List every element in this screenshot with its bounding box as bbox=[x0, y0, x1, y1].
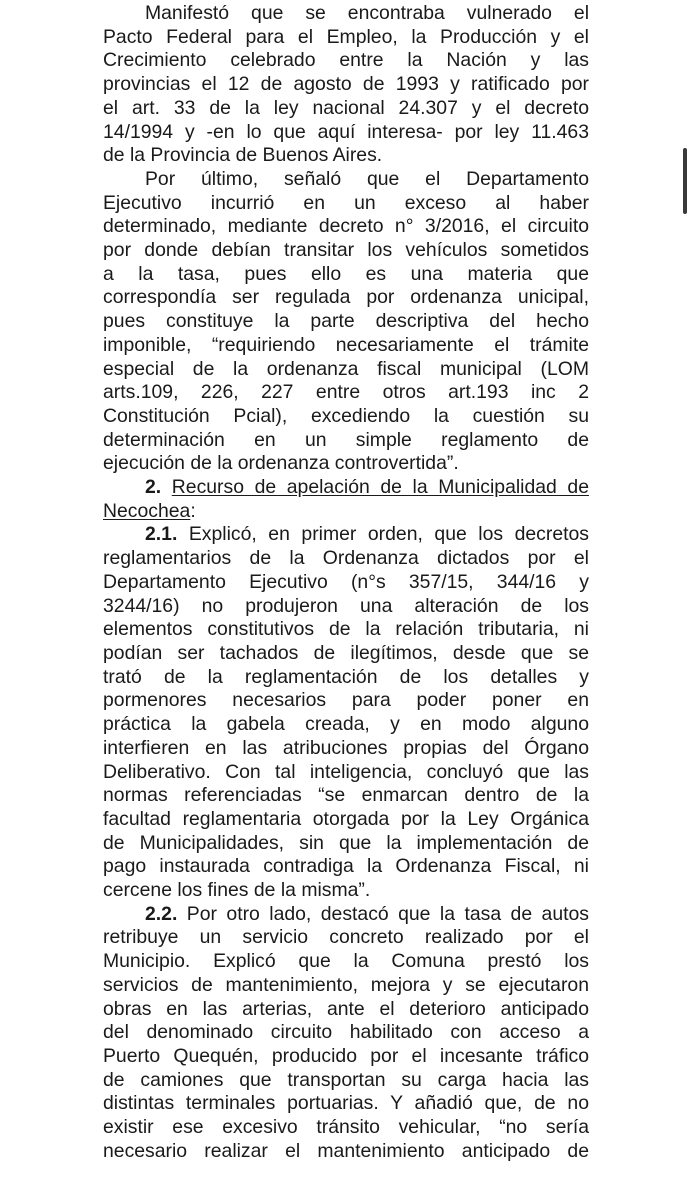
paragraph-2-2 bbox=[103, 903, 589, 1164]
text-line: determinación en un simple reglamento de bbox=[103, 428, 589, 451]
text-line: distintas terminales portuarias. Y añadió que, de no bbox=[103, 1092, 589, 1115]
section-heading-line bbox=[103, 476, 589, 500]
text-line: 14/1994 y -en lo que aquí interesa- por ley 11.463 bbox=[103, 120, 589, 143]
text-line: Pacto Federal para el Empleo, la Producción y el bbox=[103, 25, 589, 48]
text-line: necesario realizar el mantenimiento anticipado de bbox=[103, 1139, 589, 1162]
text-line: elementos constitutivos de la relación tributaria, ni bbox=[103, 618, 589, 641]
text-line: Por último, señaló que el Departamento bbox=[145, 167, 589, 190]
text-line: pago instaurada contradiga la Ordenanza Fiscal, ni bbox=[103, 855, 589, 878]
text-line: determinado, mediante decreto n° 3/2016, el circuito bbox=[103, 215, 589, 238]
text-line: correspondía ser regulada por ordenanza unicipal, bbox=[103, 286, 589, 309]
text-line: Ejecutivo incurrió en un exceso al haber bbox=[103, 191, 589, 214]
section-number: 2. bbox=[145, 476, 162, 499]
text-line: Crecimiento celebrado entre la Nación y las bbox=[103, 49, 589, 72]
text-line: de la Provincia de Buenos Aires. bbox=[103, 144, 383, 167]
text-line: práctica la gabela creada, y en modo alguno bbox=[103, 713, 589, 736]
paragraph-number: 2.2. bbox=[145, 902, 178, 925]
text-line: imponible, “requiriendo necesariamente el trámite bbox=[103, 333, 589, 356]
text-line: arts.109, 226, 227 entre otros art.193 inc 2 bbox=[103, 381, 589, 404]
document-body bbox=[103, 2, 589, 1163]
section-title: Recurso de apelación de la Municipalidad de bbox=[171, 476, 589, 499]
text-line: pormenores necesarios para poder poner en bbox=[103, 689, 589, 712]
section-heading-line bbox=[103, 500, 589, 524]
paragraph-departamento-ejecutivo bbox=[103, 168, 589, 476]
text-line: Departamento Ejecutivo (n°s 357/15, 344/16 y bbox=[103, 570, 589, 593]
text-fragment: Explicó, en primer orden, que los decretos bbox=[177, 523, 589, 546]
text-line: 3244/16) no produjeron una alteración de los bbox=[103, 594, 589, 617]
text-line: de camiones que transportan su carga hacia las bbox=[103, 1068, 589, 1091]
text-line: existir ese excesivo tránsito vehicular, “no sería bbox=[103, 1116, 589, 1139]
text-fragment: Por otro lado, destacó que la tasa de autos bbox=[177, 902, 589, 925]
section-heading-recurso-apelacion bbox=[103, 476, 589, 523]
paragraph-number: 2.1. bbox=[145, 523, 178, 546]
text-line: Manifestó que se encontraba vulnerado el bbox=[145, 2, 589, 24]
text-line: retribuye un servicio concreto realizado por el bbox=[103, 926, 589, 949]
section-title: Necochea bbox=[103, 499, 191, 522]
text-line: el art. 33 de la ley nacional 24.307 y el decreto bbox=[103, 96, 589, 119]
text-line: Municipio. Explicó que la Comuna prestó los bbox=[103, 950, 589, 973]
text-line: Puerto Quequén, producido por el incesante tráfico bbox=[103, 1044, 589, 1067]
text-line: del denominado circuito habilitado con acceso a bbox=[103, 1021, 589, 1044]
text-line: de Municipalidades, sin que la implementación de bbox=[103, 831, 589, 854]
text-line bbox=[103, 523, 589, 547]
text-line: obras en las arterias, ante el deterioro anticipado bbox=[103, 997, 589, 1020]
paragraph-pacto-federal bbox=[103, 2, 589, 168]
text-line: provincias el 12 de agosto de 1993 y ratificado por bbox=[103, 73, 589, 96]
text-line: pues constituye la parte descriptiva del hecho bbox=[103, 310, 589, 333]
text-line: facultad reglamentaria otorgada por la Ley Orgánica bbox=[103, 807, 589, 830]
text-line: normas referenciadas “se enmarcan dentro de la bbox=[103, 784, 589, 807]
text-line: a la tasa, pues ello es una materia que bbox=[103, 262, 589, 285]
text-line: reglamentarios de la Ordenanza dictados por el bbox=[103, 547, 589, 570]
scrollbar-thumb[interactable] bbox=[683, 148, 687, 214]
paragraph-2-1 bbox=[103, 523, 589, 902]
text-line: servicios de mantenimiento, mejora y se ejecutaron bbox=[103, 973, 589, 996]
text-line: podían ser tachados de ilegítimos, desde que se bbox=[103, 641, 589, 664]
text-line: cercene los fines de la misma”. bbox=[103, 879, 371, 902]
text-line: interfieren en las atribuciones propias del Órgano bbox=[103, 736, 589, 759]
text-line: ejecución de la ordenanza controvertida”. bbox=[103, 452, 459, 475]
text-line: Deliberativo. Con tal inteligencia, concluyó que las bbox=[103, 760, 589, 783]
text-line bbox=[103, 903, 589, 927]
text-line: especial de la ordenanza fiscal municipal (LOM bbox=[103, 357, 589, 380]
text-line: por donde debían transitar los vehículos sometidos bbox=[103, 239, 589, 262]
text-line: trató de la reglamentación de los detalles y bbox=[103, 665, 589, 688]
section-title-suffix: : bbox=[190, 499, 196, 522]
text-line: Constitución Pcial), excediendo la cuestión su bbox=[103, 404, 589, 427]
